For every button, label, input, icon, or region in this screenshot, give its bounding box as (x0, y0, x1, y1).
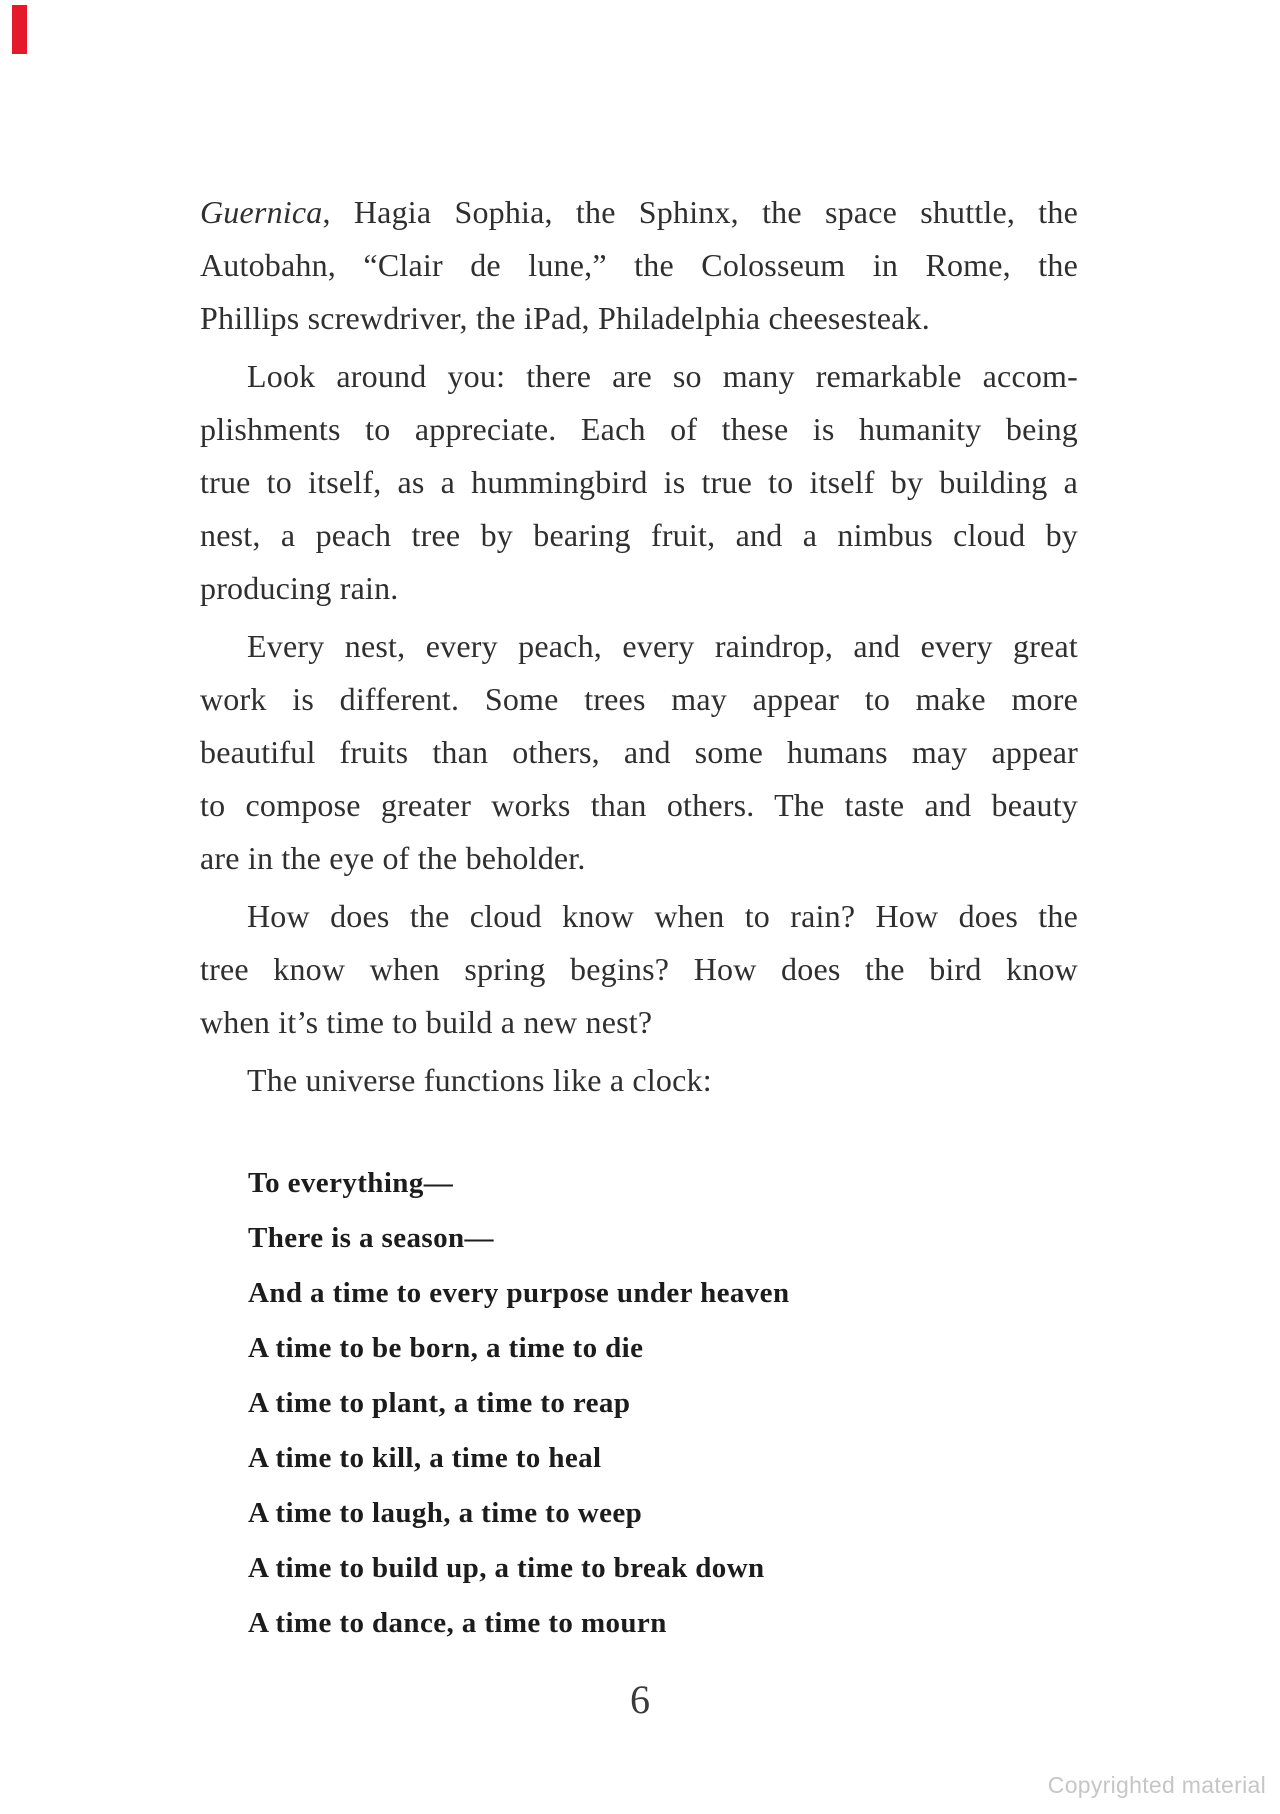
bookmark-ribbon (12, 5, 27, 54)
text-line (200, 456, 1078, 509)
verse-line: A time to kill, a time to heal (248, 1442, 602, 1474)
line-text: work is different. Some trees may appear to make more (200, 681, 1078, 717)
verse-line: A time to laugh, a time to weep (248, 1497, 643, 1529)
line-text: nest, a peach tree by bearing fruit, and a nimbus cloud by (200, 517, 1078, 553)
verse-line: There is a season— (248, 1222, 494, 1254)
line-text: beautiful fruits than others, and some humans may appear (200, 734, 1078, 770)
text-line (200, 943, 1078, 996)
text-line (200, 509, 1078, 562)
text-line (200, 1054, 1078, 1107)
line-text: Look around you: there are so many remarkable accom- (247, 358, 1078, 394)
page-number: 6 (630, 1677, 650, 1722)
verse-block (248, 1156, 1078, 1651)
copyright-watermark: Copyrighted material (1047, 1772, 1266, 1798)
line-text: true to itself, as a hummingbird is true to itself by building a (200, 464, 1078, 500)
verse-line: A time to dance, a time to mourn (248, 1607, 667, 1639)
text-line (200, 239, 1078, 292)
line-text: to compose greater works than others. The taste and beauty (200, 787, 1078, 823)
line-text: How does the cloud know when to rain? How does the (247, 898, 1078, 934)
text-line (200, 890, 1078, 943)
italic-lead: Guernica (200, 194, 323, 230)
line-text: plishments to appreciate. Each of these is humanity being (200, 411, 1078, 447)
line-text: Every nest, every peach, every raindrop, and every great (247, 628, 1078, 664)
verse-line: A time to be born, a time to die (248, 1332, 644, 1364)
text-line (200, 350, 1078, 403)
verse-line: To everything— (248, 1167, 454, 1199)
line-text: when it’s time to build a new nest? (200, 1004, 653, 1040)
body-text (200, 186, 1078, 1107)
verse-line: And a time to every purpose under heaven (248, 1277, 790, 1309)
line-text: are in the eye of the beholder. (200, 840, 586, 876)
verse-line: A time to plant, a time to reap (248, 1387, 631, 1419)
text-line (200, 726, 1078, 779)
verse-line: A time to build up, a time to break down (248, 1552, 765, 1584)
text-line (200, 562, 1078, 615)
text-line (200, 403, 1078, 456)
line-text: , Hagia Sophia, the Sphinx, the space shuttle, the (322, 194, 1078, 230)
line-text: The universe functions like a clock: (247, 1062, 712, 1098)
text-line (200, 779, 1078, 832)
text-line (200, 292, 1078, 345)
line-text: producing rain. (200, 570, 399, 606)
line-text: Autobahn, “Clair de lune,” the Colosseum in Rome, the (200, 247, 1078, 283)
text-line (200, 996, 1078, 1049)
text-line (200, 186, 1078, 239)
text-line (200, 832, 1078, 885)
line-text: Phillips screwdriver, the iPad, Philadelphia cheesesteak. (200, 300, 930, 336)
text-line (200, 620, 1078, 673)
line-text: tree know when spring begins? How does the bird know (200, 951, 1078, 987)
text-line (200, 673, 1078, 726)
